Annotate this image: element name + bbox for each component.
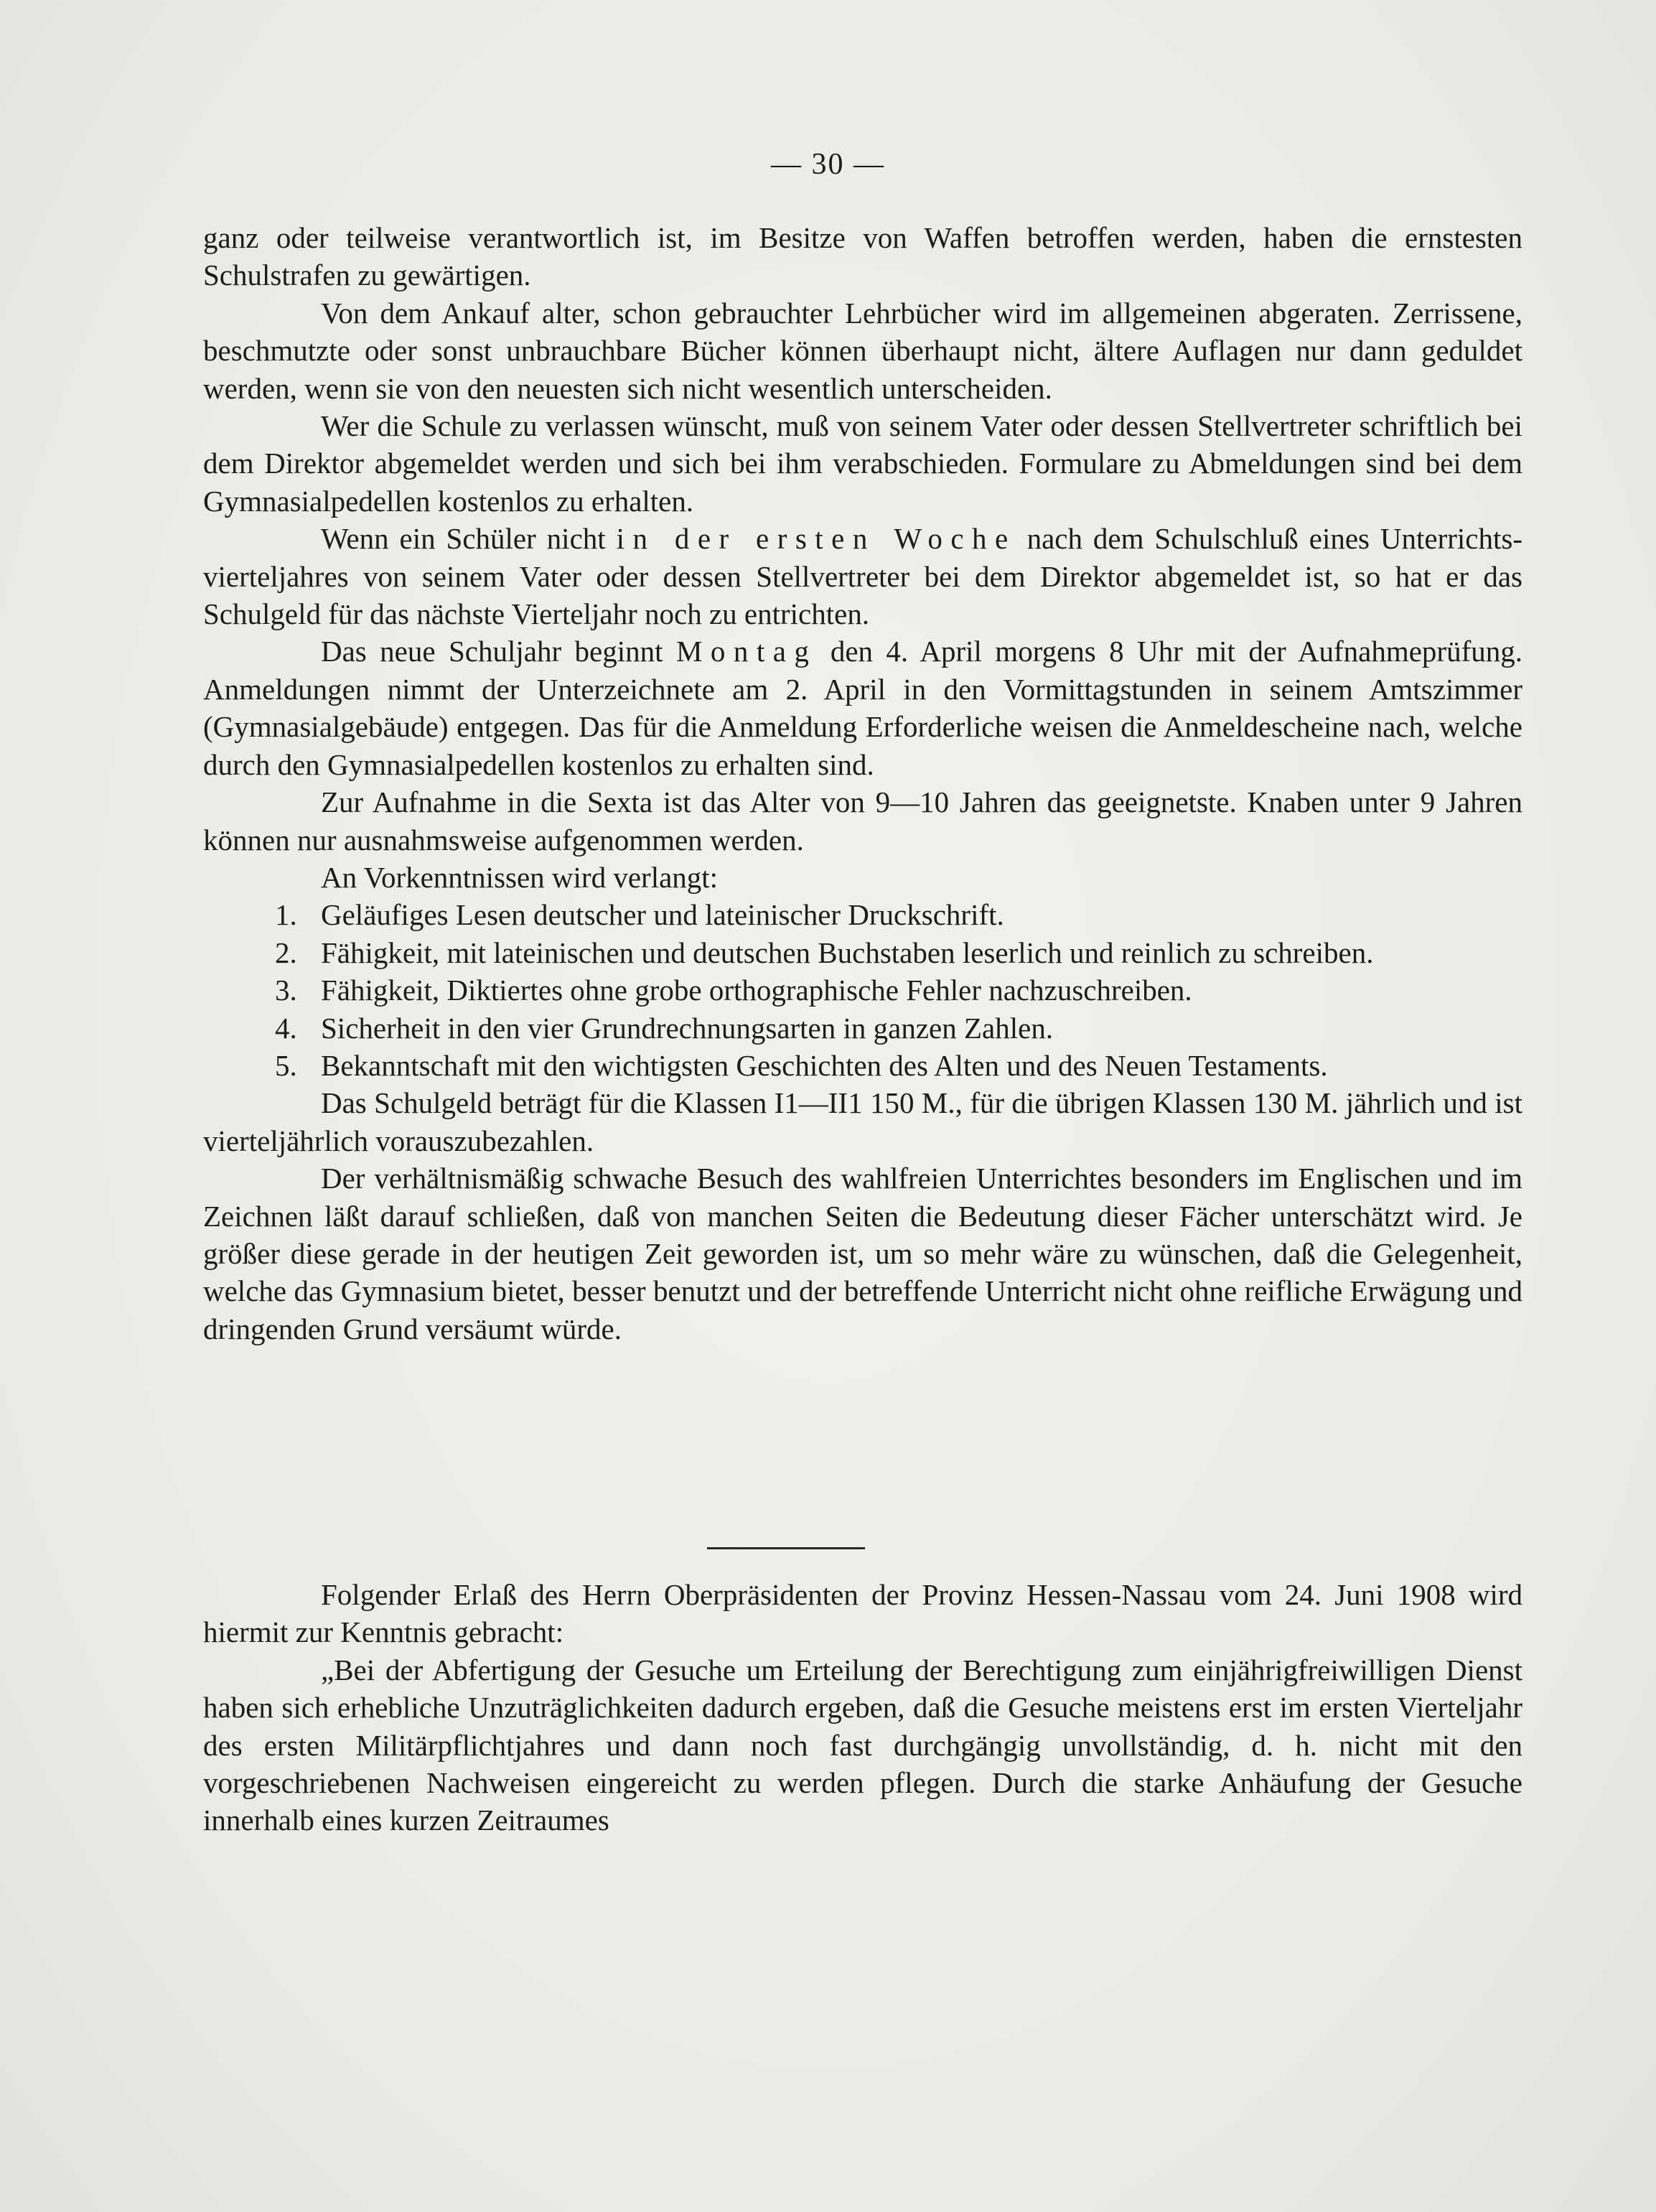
section-divider [707,1547,865,1549]
list-number: 1. [275,898,297,932]
list-item [203,934,1522,971]
list-text: Fähigkeit, Diktiertes ohne grobe orthographische Fehler nachzuschreiben. [321,974,1192,1007]
list-text: Sicherheit in den vier Grundrechnungsarten in ganzen Zahlen. [321,1011,1054,1045]
list-text: Fähigkeit, mit lateinischen und deutschen Buchstaben leserlich und reinlich zu schreiben. [321,935,1374,969]
paragraph-admission-age: Zur Aufnahme in die Sexta ist das Alter von 9—10 Jahren das geeignetste. Knaben unter 9 Jahren können nur ausnahmsweise aufgenommen werden. [203,785,1522,857]
text-run: Wenn ein Schüler nicht [321,522,606,556]
list-item [203,1009,1522,1047]
list-text: Bekanntschaft mit den wichtigsten Geschichten des Alten und des Neuen Testaments. [321,1048,1328,1082]
main-text [203,219,1522,1348]
list-number: 3. [275,974,297,1007]
paragraph-decree-intro: Folgender Erlaß des Herrn Oberpräsidenten der Provinz Hessen-Nassau vom 24. Juni 1908 wird hiermit zur Kenntnis gebracht: [203,1578,1522,1649]
list-item [203,971,1522,1009]
paragraph-weapons: ganz oder teilweise verantwortlich ist, im Besitze von Waffen betroffen werden, haben die ernstesten Schulstrafen zu gewärtigen. [203,221,1522,292]
paragraph-elective-classes: Der verhältnismäßig schwache Besuch des wahlfreien Unterrichtes besonders im Englischen und im Zeichnen läßt darauf schließen, daß von manchen Seiten die Bedeutung dieser Fächer unterschätzt wird. Je größer diese gerade in der heutigen Zeit geworden ist, um so mehr wäre zu wünschen, daß die Gelegenheit, welche das Gymnasium bietet, besser benutzt und der betreffende Unterricht nicht ohne reifliche Erwägung und dringenden Grund versäumt würde. [203,1162,1522,1345]
text-run: den 4. April morgens 8 Uhr mit der Aufnahmeprüfung. Anmeldungen nimmt der Unterzeichnete am 2. April in den Vormittagstunden in seinem Amtszimmer (Gymnasialgebäude) entgegen. Das für die Anmeldung Erforderliche weisen die Anmeldescheine nach, welche durch den Gymnasialpedellen kostenlos zu erhalten sind. [203,635,1522,781]
paragraph-prerequisites-intro: An Vorkenntnissen wird verlangt: [321,860,719,894]
paragraph-school-fees: Das Schulgeld beträgt für die Klassen I1—II1 150 M., für die übrigen Klassen 130 M. jährlich und ist vierteljährlich vorauszubezahlen. [203,1086,1522,1157]
page-number: — 30 — [771,148,885,181]
list-item [203,896,1522,933]
decree-text [203,1576,1522,1839]
paragraph-leaving-school: Wer die Schule zu verlassen wünscht, muß von seinem Vater oder dessen Stellvertreter schriftlich bei dem Direktor abgemeldet werden und sich bei ihm verabschieden. Formulare zu Abmeldungen sind bei dem Gymnasialpedellen kostenlos zu erhalten. [203,409,1522,518]
paragraph-deregistration [203,520,1522,633]
spaced-emphasis: Montag [675,635,818,668]
list-number: 5. [275,1048,297,1082]
text-run: Das neue Schuljahr beginnt [321,635,663,668]
paragraph-textbooks: Von dem Ankauf alter, schon gebrauchter Lehrbücher wird im allgemeinen abgeraten. Zerrissene, beschmutzte oder sonst unbrauchbare Bücher können überhaupt nicht, ältere Auflagen nur dann geduldet werden, wenn sie von den neuesten sich nicht wesentlich unterscheiden. [203,296,1522,405]
paragraph-decree-quote: „Bei der Abfertigung der Gesuche um Erteilung der Berechtigung zum einjährigfreiwilligen Dienst haben sich erhebliche Unzuträglichkeiten dadurch ergeben, daß die Gesuche meistens erst im ersten Vierteljahr des ersten Militärpflichtjahres und dann noch fast durchgängig unvollständig, d. h. nicht mit den vorgeschriebenen Nachweisen eingereicht zu werden pflegen. Durch die starke Anhäufung der Gesuche innerhalb eines kurzen Zeitraumes [203,1653,1522,1837]
list-text: Geläufiges Lesen deutscher und lateinischer Druckschrift. [321,898,1004,932]
spaced-emphasis: in der ersten Woche [616,522,1016,556]
text-run: nach dem Schulschluß eines Unterrichtsvierteljahres von seinem Vater oder dessen Stellvertreter bei dem Direktor abgemeldet ist, so hat er das Schulgeld für das nächste Vierteljahr noch zu entrichten. [203,522,1523,631]
list-number: 4. [275,1011,297,1045]
requirements-list [203,896,1522,1084]
list-number: 2. [275,935,297,969]
paragraph-school-year-start [203,633,1522,783]
list-item [203,1047,1522,1084]
